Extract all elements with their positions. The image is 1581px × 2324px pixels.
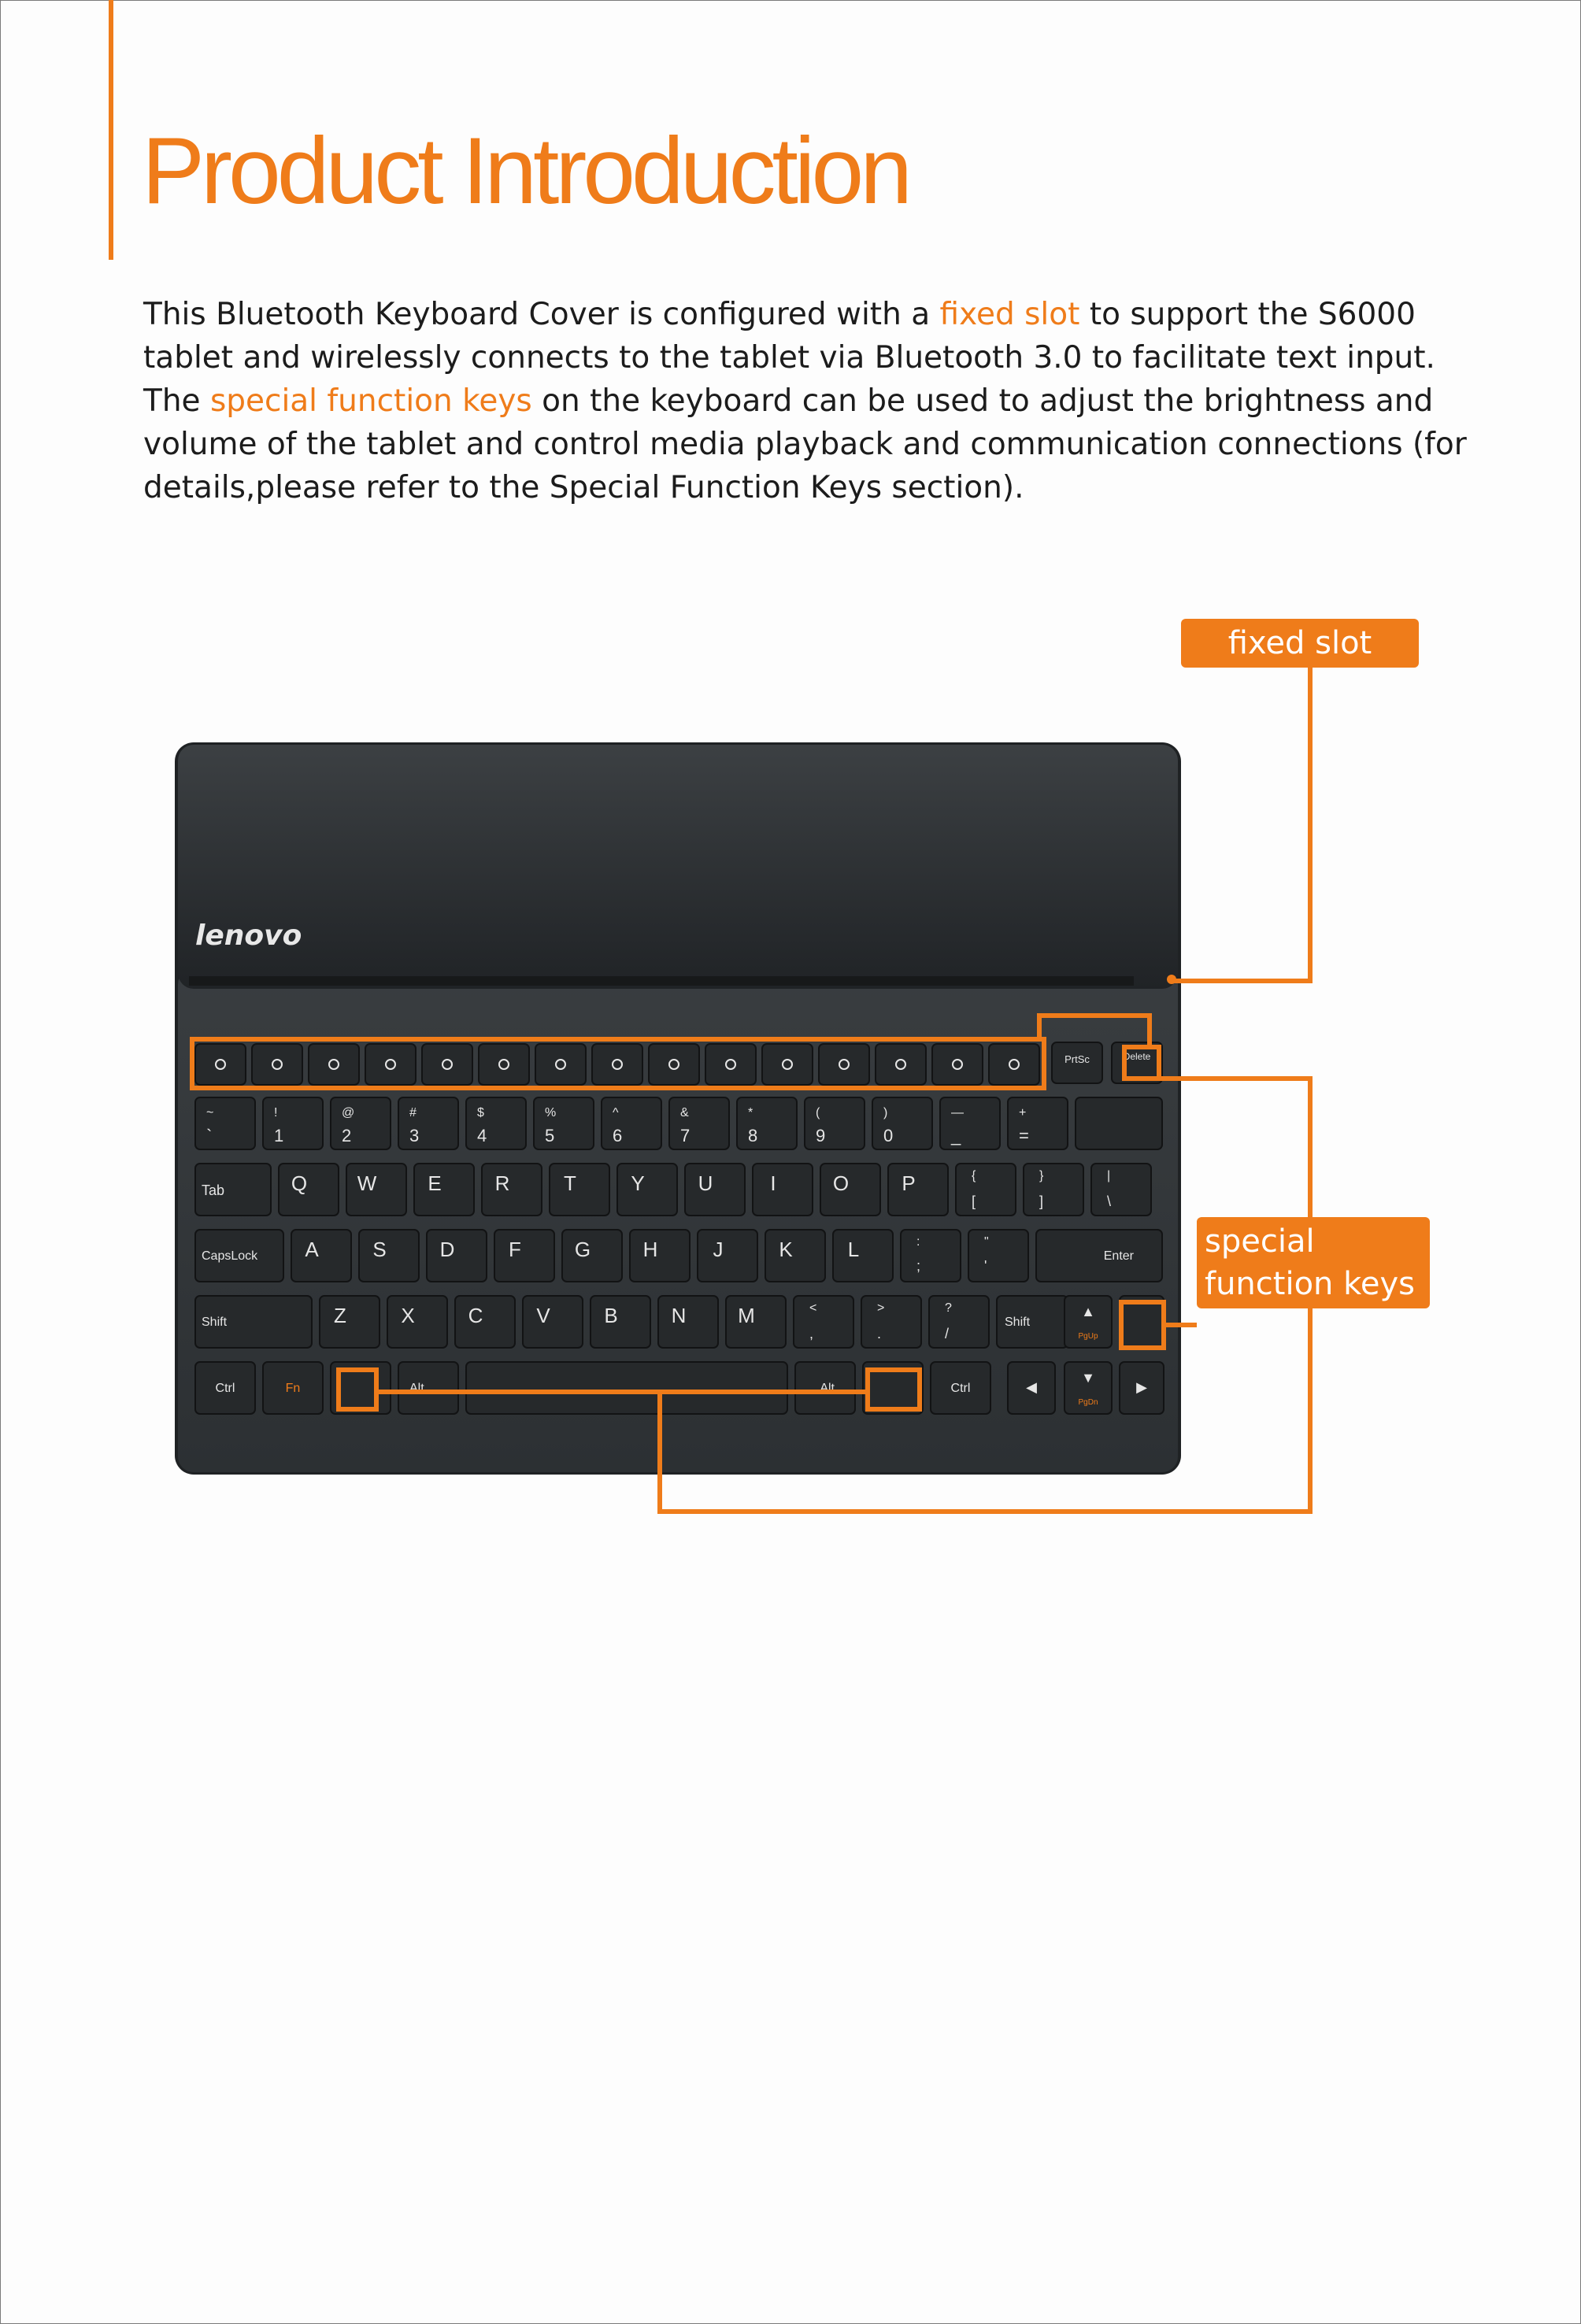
- symbol-key[interactable]: [1024, 1164, 1083, 1216]
- key-shift-symbol: @: [342, 1106, 355, 1119]
- key-symbol: 6: [613, 1126, 623, 1145]
- key-symbol: 7: [680, 1126, 691, 1145]
- letter-key[interactable]: [414, 1164, 474, 1216]
- number-key[interactable]: [940, 1097, 1000, 1149]
- key-letter: X: [401, 1304, 415, 1327]
- letter-key[interactable]: [617, 1164, 677, 1216]
- letter-key[interactable]: [591, 1296, 650, 1348]
- space-key[interactable]: [466, 1362, 787, 1414]
- fn-key[interactable]: [592, 1044, 642, 1085]
- key-symbol: \: [1107, 1193, 1112, 1209]
- letter-key[interactable]: [888, 1164, 948, 1216]
- intro-text-3: on the keyboard can be used to adjust the brightness and volume of the tablet and control media playback and communication connections (for details,please refer to the Special Function Keys section).: [143, 383, 1467, 505]
- key-shift-symbol: ~: [206, 1106, 214, 1119]
- key-letter: N: [671, 1304, 687, 1327]
- ctrl-right-label: Ctrl: [950, 1382, 971, 1395]
- key-letter: H: [642, 1238, 658, 1261]
- arrow-left-icon: ◀: [1026, 1379, 1037, 1395]
- fn-key[interactable]: [422, 1044, 472, 1085]
- alt-right-label: Alt: [820, 1382, 835, 1395]
- letter-key[interactable]: [359, 1230, 419, 1282]
- letter-key[interactable]: [630, 1230, 690, 1282]
- key-shift-symbol: }: [1039, 1169, 1044, 1182]
- key-letter: P: [902, 1171, 916, 1195]
- fn-key[interactable]: [705, 1044, 756, 1085]
- backspace-key[interactable]: [1076, 1097, 1162, 1149]
- fn-key[interactable]: [365, 1044, 416, 1085]
- key-letter: L: [847, 1238, 860, 1261]
- enter-label: Enter: [1103, 1249, 1134, 1263]
- enter-key[interactable]: [1036, 1230, 1162, 1282]
- key-letter: W: [357, 1171, 377, 1195]
- letter-key[interactable]: [387, 1296, 447, 1348]
- key-shift-symbol: {: [972, 1169, 976, 1182]
- key-symbol: ': [984, 1258, 987, 1274]
- letter-key[interactable]: [833, 1230, 893, 1282]
- intro-text-1: This Bluetooth Keyboard Cover is configured with a: [143, 297, 940, 332]
- key-shift-symbol: $: [477, 1106, 484, 1119]
- key-letter: K: [779, 1238, 793, 1261]
- key-shift-symbol: +: [1019, 1106, 1027, 1119]
- key-symbol: 0: [883, 1126, 894, 1145]
- key-symbol: ]: [1039, 1193, 1044, 1209]
- pgup-label: PgUp: [1078, 1332, 1098, 1341]
- key-symbol: =: [1019, 1126, 1029, 1145]
- intro-highlight-fixed-slot: fixed slot: [939, 297, 1080, 332]
- arrow-down-icon: ▼: [1081, 1370, 1095, 1386]
- key-letter: D: [439, 1238, 455, 1261]
- key-letter: C: [468, 1304, 483, 1327]
- key-symbol: [: [972, 1193, 976, 1209]
- key-symbol: _: [951, 1126, 961, 1145]
- fn-key[interactable]: [762, 1044, 813, 1085]
- key-shift-symbol: :: [916, 1235, 920, 1249]
- number-key[interactable]: [534, 1097, 594, 1149]
- key-letter: G: [574, 1238, 591, 1261]
- delete-label: Delete: [1123, 1051, 1151, 1062]
- tab-label: Tab: [202, 1182, 225, 1198]
- prtsc-label: PrtSc: [1064, 1053, 1090, 1065]
- number-key[interactable]: [263, 1097, 323, 1149]
- key-symbol: 3: [409, 1126, 420, 1145]
- fn-key[interactable]: [479, 1044, 529, 1085]
- letter-key[interactable]: [455, 1296, 515, 1348]
- symbol-key[interactable]: [1091, 1164, 1151, 1216]
- arrow-up-icon: ▲: [1081, 1304, 1095, 1319]
- key-shift-symbol: %: [545, 1106, 557, 1119]
- key-shift-symbol: |: [1107, 1169, 1111, 1182]
- fn-key[interactable]: [876, 1044, 926, 1085]
- fn-key[interactable]: [252, 1044, 302, 1085]
- letter-key[interactable]: [753, 1164, 813, 1216]
- shift-right-label: Shift: [1005, 1316, 1031, 1329]
- key-letter: T: [564, 1171, 576, 1195]
- key-letter: Z: [334, 1304, 346, 1327]
- number-key[interactable]: [669, 1097, 729, 1149]
- symbol-key[interactable]: [956, 1164, 1016, 1216]
- number-key[interactable]: [737, 1097, 797, 1149]
- fn-key[interactable]: [819, 1044, 869, 1085]
- key-letter: Q: [291, 1171, 308, 1195]
- pgdn-label: PgDn: [1078, 1398, 1098, 1407]
- number-key[interactable]: [1008, 1097, 1068, 1149]
- key-shift-symbol: >: [877, 1301, 885, 1315]
- key-shift-symbol: (: [816, 1106, 820, 1119]
- arrow-right-icon: ▶: [1136, 1379, 1147, 1395]
- alt-left-key[interactable]: [398, 1362, 458, 1414]
- capslock-label: CapsLock: [202, 1249, 258, 1263]
- key-letter: B: [604, 1304, 618, 1327]
- letter-key[interactable]: [685, 1164, 745, 1216]
- shift-left-label: Shift: [202, 1316, 228, 1329]
- fn-key[interactable]: [195, 1044, 246, 1085]
- key-symbol: 1: [274, 1126, 284, 1145]
- ctrl-left-label: Ctrl: [215, 1382, 235, 1395]
- alt-left-label: Alt: [409, 1382, 424, 1395]
- fn-key[interactable]: [649, 1044, 699, 1085]
- letter-key[interactable]: [698, 1230, 757, 1282]
- fn-key[interactable]: [309, 1044, 359, 1085]
- key-letter: Y: [631, 1171, 645, 1195]
- key-symbol: ;: [916, 1258, 921, 1274]
- intro-highlight-special-keys: special function keys: [209, 383, 532, 419]
- key-letter: E: [428, 1171, 442, 1195]
- letter-key[interactable]: [550, 1164, 609, 1216]
- key-shift-symbol: —: [951, 1106, 964, 1119]
- callout-fixed-slot: fixed slot: [1181, 619, 1419, 668]
- letter-key[interactable]: [320, 1296, 380, 1348]
- key-symbol: 5: [545, 1126, 555, 1145]
- symbol-key[interactable]: [929, 1296, 989, 1348]
- letter-key[interactable]: [765, 1230, 825, 1282]
- key-shift-symbol: ?: [945, 1301, 952, 1315]
- key-letter: A: [305, 1238, 319, 1261]
- key-letter: S: [372, 1238, 387, 1261]
- letter-key[interactable]: [658, 1296, 718, 1348]
- key-letter: M: [738, 1304, 755, 1327]
- fn-key[interactable]: [932, 1044, 983, 1085]
- key-shift-symbol: !: [274, 1106, 278, 1119]
- key-letter: I: [770, 1171, 776, 1195]
- key-shift-symbol: <: [809, 1301, 817, 1315]
- key-symbol: 9: [816, 1126, 826, 1145]
- key-letter: F: [509, 1238, 521, 1261]
- letter-key[interactable]: [523, 1296, 583, 1348]
- key-shift-symbol: &: [680, 1106, 689, 1119]
- number-key[interactable]: [195, 1097, 255, 1149]
- key-shift-symbol: ^: [613, 1106, 619, 1119]
- key-symbol: .: [877, 1326, 882, 1341]
- key-letter: O: [832, 1171, 850, 1195]
- symbol-key[interactable]: [901, 1230, 961, 1282]
- letter-key[interactable]: [494, 1230, 554, 1282]
- fn-label: Fn: [285, 1382, 301, 1395]
- number-key[interactable]: [805, 1097, 865, 1149]
- key-letter: R: [494, 1171, 510, 1195]
- page-title: Product Introduction: [142, 118, 909, 224]
- letter-key[interactable]: [482, 1164, 542, 1216]
- letter-key[interactable]: [279, 1164, 339, 1216]
- symbol-key[interactable]: [794, 1296, 853, 1348]
- key-symbol: ,: [809, 1326, 814, 1341]
- key-letter: V: [536, 1304, 550, 1327]
- letter-key[interactable]: [562, 1230, 622, 1282]
- fixed-slot-groove: [189, 976, 1134, 986]
- number-key[interactable]: [466, 1097, 526, 1149]
- key-shift-symbol: *: [748, 1106, 753, 1119]
- key-shift-symbol: ): [883, 1106, 888, 1119]
- key-symbol: 4: [477, 1126, 487, 1145]
- key-shift-symbol: #: [409, 1106, 417, 1119]
- lenovo-logo: lenovo: [195, 920, 302, 952]
- number-key[interactable]: [331, 1097, 391, 1149]
- number-key[interactable]: [872, 1097, 932, 1149]
- key-symbol: 2: [342, 1126, 352, 1145]
- symbol-key[interactable]: [861, 1296, 921, 1348]
- key-shift-symbol: ": [984, 1235, 989, 1249]
- key-letter: U: [698, 1171, 713, 1195]
- symbol-key[interactable]: [968, 1230, 1028, 1282]
- fn-key[interactable]: [989, 1044, 1039, 1085]
- callout-special-function-keys: special function keys: [1197, 1217, 1430, 1308]
- fn-key[interactable]: [535, 1044, 586, 1085]
- tablet-cover: [178, 745, 1178, 989]
- intro-text-2: to support the S6000 tablet and wirelessly connects to the tablet via Bluetooth 3.0 to facilitate text input. The: [143, 297, 1435, 419]
- key-symbol: `: [206, 1126, 213, 1145]
- letter-key[interactable]: [427, 1230, 487, 1282]
- letter-key[interactable]: [726, 1296, 786, 1348]
- fixed-slot-connector: [1172, 668, 1310, 981]
- number-key[interactable]: [602, 1097, 661, 1149]
- letter-key[interactable]: [820, 1164, 880, 1216]
- letter-key[interactable]: [291, 1230, 351, 1282]
- key-letter: J: [713, 1238, 724, 1261]
- number-key[interactable]: [398, 1097, 458, 1149]
- key-symbol: /: [945, 1326, 950, 1341]
- key-symbol: 8: [748, 1126, 758, 1145]
